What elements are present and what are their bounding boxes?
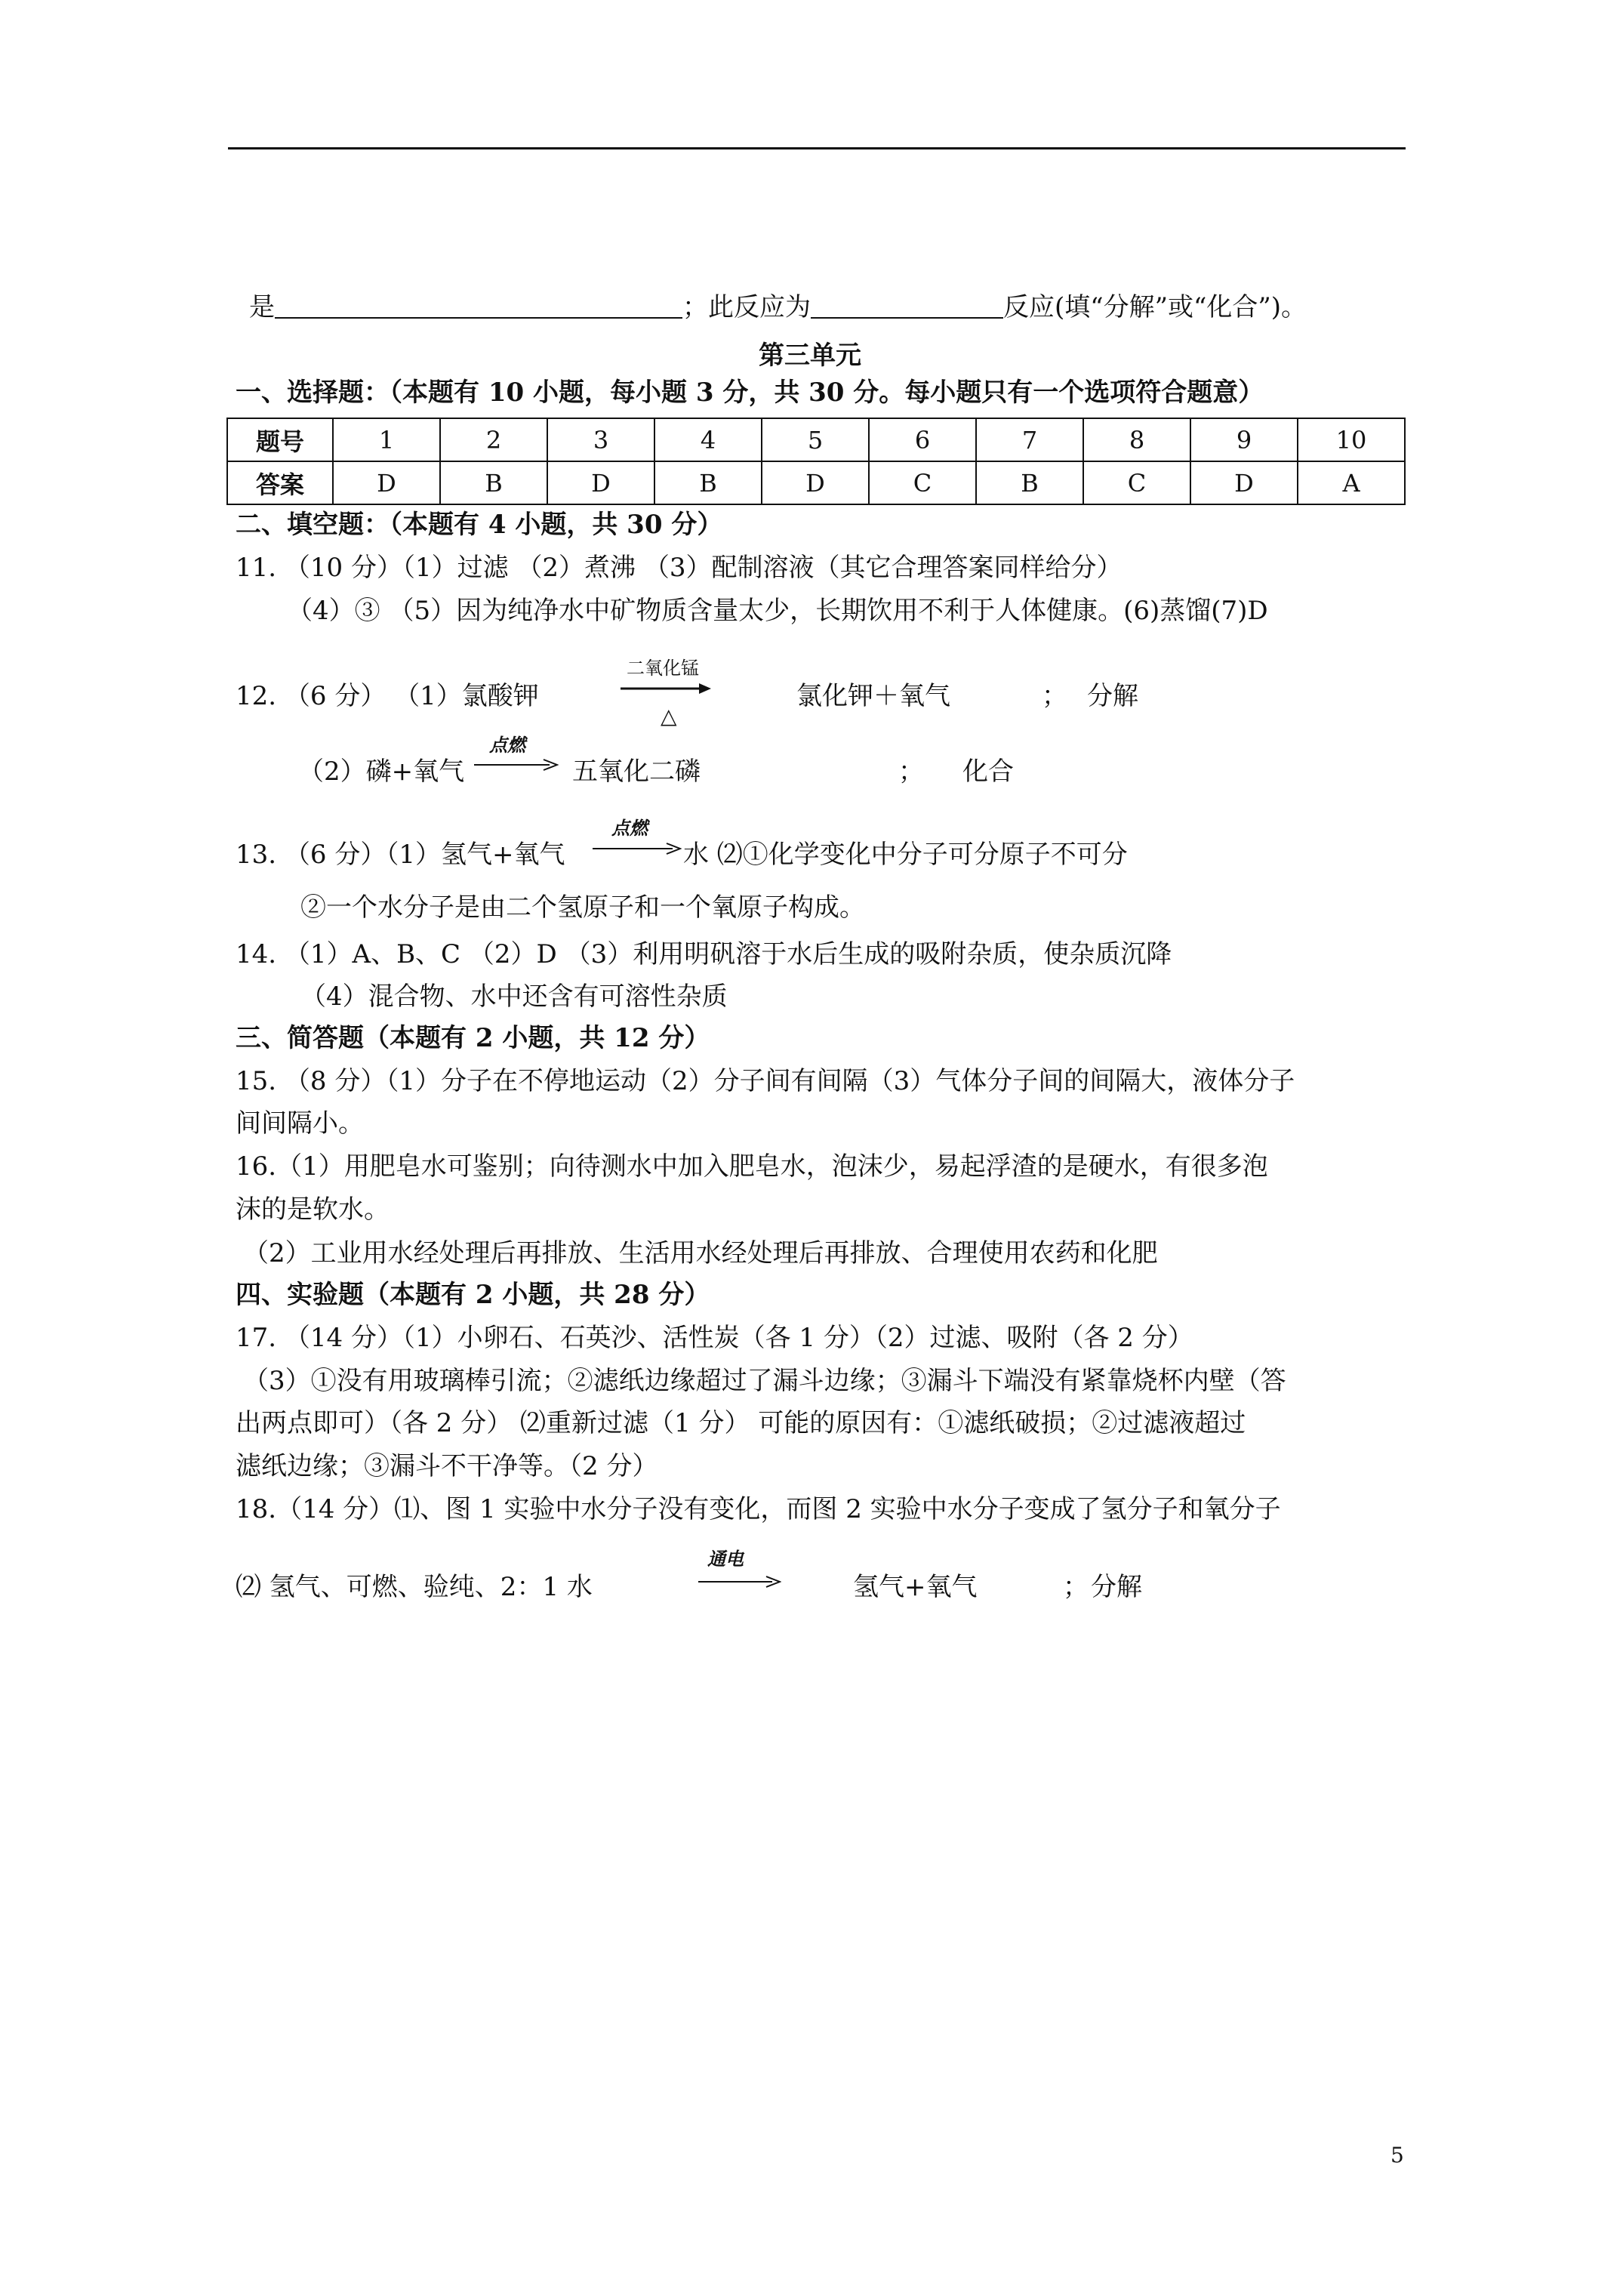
catalyst-label: 二氧化锰: [627, 658, 699, 679]
table-cell: 6: [869, 418, 976, 461]
reaction-arrow-icon: [593, 841, 682, 859]
table-cell: 4: [654, 418, 762, 461]
q12-sep-1: ；: [1042, 681, 1067, 711]
answer-blank-1[interactable]: [275, 291, 682, 319]
q18-type: 分解: [1091, 1572, 1142, 1602]
table-row-header: 题号: [227, 418, 333, 461]
q12-products-1: 氯化钾＋氧气: [796, 681, 950, 711]
q15-line-1: 15. （8 分）（1）分子在不停地运动（2）分子间有间隔（3）气体分子间的间隔大，液体分子: [236, 1066, 1295, 1096]
table-cell: 5: [762, 418, 869, 461]
table-cell: A: [1298, 461, 1405, 504]
q16-line-1: 16.（1）用肥皂水可鉴别；向待测水中加入肥皂水，泡沫少，易起浮渣的是硬水，有很多泡: [236, 1151, 1268, 1182]
q13-line-2: ②一个水分子是由二个氢原子和一个氧原子构成。: [300, 892, 865, 923]
table-cell: 3: [547, 418, 654, 461]
table-cell: D: [1190, 461, 1298, 504]
table-cell: 7: [976, 418, 1083, 461]
table-cell: 8: [1083, 418, 1190, 461]
q14-line-1: 14. （1）A、B、C （2）D （3）利用明矾溶于水后生成的吸附杂质，使杂质沉降: [236, 939, 1172, 969]
q16-line-2: 沫的是软水。: [236, 1194, 390, 1225]
table-cell: 2: [440, 418, 547, 461]
table-cell: D: [547, 461, 654, 504]
table-cell: D: [762, 461, 869, 504]
table-row-answers: [227, 461, 1405, 504]
table-cell: B: [440, 461, 547, 504]
q12-sep-2: ；: [898, 757, 924, 787]
q12-type-1: 分解: [1087, 681, 1138, 711]
q13-rest: 水 ⑵①化学变化中分子可分原子不可分: [683, 840, 1128, 870]
q12-reactant-1: 12. （6 分） （1）氯酸钾: [236, 681, 539, 711]
reaction-arrow-icon: [698, 1574, 781, 1592]
q17-line-2: （3）①没有用玻璃棒引流；②滤纸边缘超过了漏斗边缘；③漏斗下端没有紧靠烧杯内壁（答: [243, 1366, 1286, 1396]
heat-label: △: [661, 704, 677, 729]
header-rule: [228, 147, 1406, 149]
ignite-label: 点燃: [489, 734, 525, 756]
reaction-arrow-icon: [474, 757, 559, 775]
q12-products-2: 五氧化二磷: [572, 757, 701, 787]
q11-line-1: 11. （10 分）（1）过滤 （2）煮沸 （3）配制溶液（其它合理答案同样给分）: [236, 553, 1123, 583]
table-cell: 9: [1190, 418, 1298, 461]
electrolysis-label: 通电: [707, 1548, 744, 1570]
q16-line-3: （2）工业用水经处理后再排放、生活用水经处理后再排放、合理使用农药和化肥: [243, 1238, 1158, 1268]
answer-blank-2[interactable]: [811, 291, 1003, 319]
fill-in-line: [249, 291, 1307, 324]
fill-prefix: 是: [249, 292, 275, 322]
table-cell: C: [1083, 461, 1190, 504]
table-cell: C: [869, 461, 976, 504]
ignite-label: 点燃: [611, 817, 648, 839]
q12-type-2: 化合: [962, 757, 1014, 787]
fill-suffix: 反应(填“分解”或“化合”)。: [1003, 292, 1307, 322]
q18-sep: ；: [1063, 1572, 1089, 1602]
section-2-title: 二、填空题：（本题有 4 小题，共 30 分）: [236, 510, 723, 540]
page-number: 5: [1390, 2143, 1404, 2168]
q12-reactant-2: （2）磷+氧气: [298, 757, 465, 787]
q15-line-2: 间间隔小。: [236, 1108, 364, 1139]
section-3-title: 三、简答题（本题有 2 小题，共 12 分）: [236, 1023, 710, 1053]
q14-line-2: （4）混合物、水中还含有可溶性杂质: [300, 982, 728, 1012]
table-cell: B: [654, 461, 762, 504]
table-cell: 10: [1298, 418, 1405, 461]
table-cell: 1: [333, 418, 440, 461]
reaction-arrow-icon: [621, 681, 711, 699]
fill-mid: ；此反应为: [682, 292, 811, 322]
section-4-title: 四、实验题（本题有 2 小题，共 28 分）: [236, 1280, 710, 1310]
q17-line-1: 17. （14 分）（1）小卵石、石英沙、活性炭（各 1 分）（2）过滤、吸附（各 2 分）: [236, 1323, 1193, 1353]
table-cell: D: [333, 461, 440, 504]
q18-products: 氢气+氧气: [853, 1572, 978, 1602]
table-cell: B: [976, 461, 1083, 504]
answer-table: [226, 418, 1406, 505]
table-row-header: 答案: [227, 461, 333, 504]
q18-line-1: 18.（14 分）⑴、图 1 实验中水分子没有变化，而图 2 实验中水分子变成了氢分子和氧分子: [236, 1494, 1281, 1524]
unit-title: 第三单元: [759, 341, 861, 371]
section-1-title: 一、选择题：（本题有 10 小题，每小题 3 分，共 30 分。每小题只有一个选项符合题意）: [236, 378, 1264, 408]
table-row-numbers: [227, 418, 1405, 461]
q11-line-2: （4）③ （5）因为纯净水中矿物质含量太少，长期饮用不利于人体健康。(6)蒸馏(7)D: [287, 596, 1268, 626]
q17-line-3: 出两点即可）（各 2 分） ⑵重新过滤（1 分） 可能的原因有：①滤纸破损；②过滤液超过: [236, 1408, 1246, 1438]
q13-reactants: 13. （6 分）（1）氢气+氧气: [236, 840, 565, 870]
q17-line-4: 滤纸边缘；③漏斗不干净等。（2 分）: [236, 1451, 658, 1481]
q18-reactants: ⑵ 氢气、可燃、验纯、2：1 水: [236, 1572, 593, 1602]
